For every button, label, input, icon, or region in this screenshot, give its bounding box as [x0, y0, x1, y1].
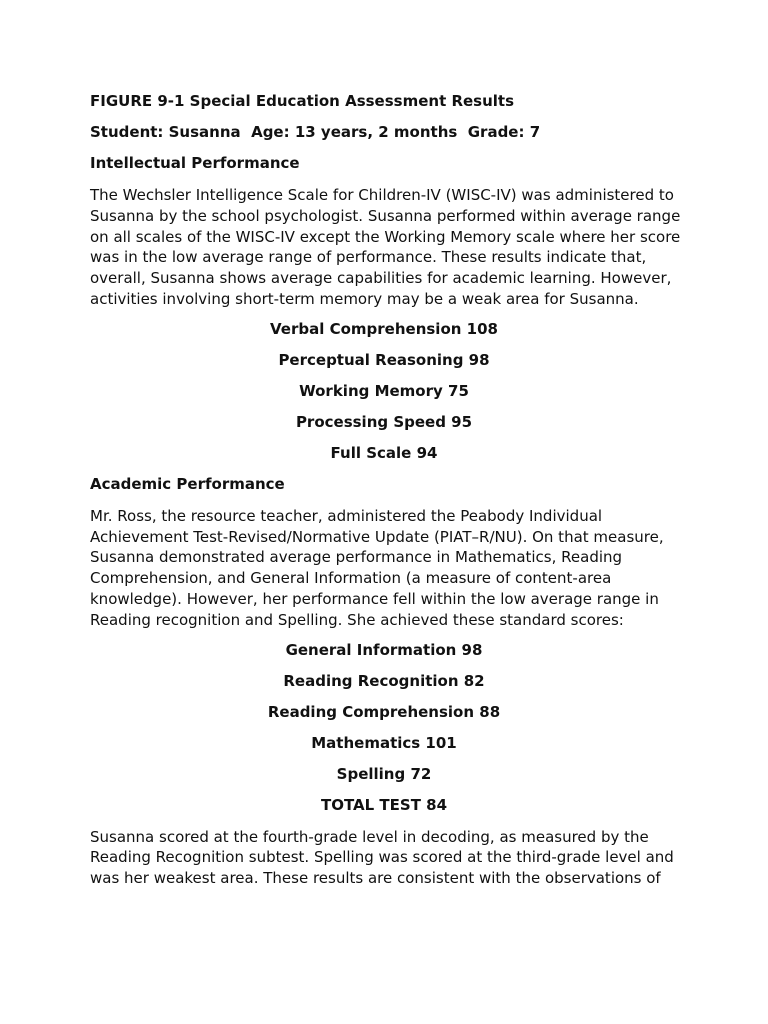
- score-verbal-comprehension: Verbal Comprehension 108: [270, 319, 498, 338]
- score-spelling: Spelling 72: [336, 764, 432, 783]
- academic-score-list: [90, 641, 690, 814]
- score-mathematics: Mathematics 101: [311, 733, 457, 752]
- document-page: [90, 92, 690, 899]
- score-perceptual-reasoning: Perceptual Reasoning 98: [278, 350, 490, 369]
- score-full-scale: Full Scale 94: [330, 443, 438, 462]
- score-reading-comprehension: Reading Comprehension 88: [267, 702, 501, 721]
- intellectual-paragraph: The Wechsler Intelligence Scale for Children-IV (WISC-IV) was administered to Susanna by the school psychologist. Susanna performed within average range on all scales of the WISC-IV except the Working Memory scale where her score was in the low average range of performance. These results indicate that, overall, Susanna shows average capabilities for academic learning. However, activities involving short-term memory may be a weak area for Susanna.: [90, 186, 681, 308]
- score-processing-speed: Processing Speed 95: [295, 412, 473, 431]
- score-reading-recognition: Reading Recognition 82: [283, 671, 485, 690]
- student-info: Student: Susanna Age: 13 years, 2 months Grade: 7: [90, 123, 541, 141]
- figure-title: FIGURE 9-1 Special Education Assessment Results: [90, 92, 515, 110]
- score-total-test: TOTAL TEST 84: [320, 795, 448, 814]
- closing-paragraph: Susanna scored at the fourth-grade level in decoding, as measured by the Reading Recognition subtest. Spelling was scored at the third-grade level and was her weakest area. These results are consistent with the observations of: [90, 827, 674, 888]
- intellectual-heading: Intellectual Performance: [90, 154, 300, 172]
- academic-paragraph: Mr. Ross, the resource teacher, administered the Peabody Individual Achievement Test-Revised/Normative Update (PIAT–R/NU). On that measure, Susanna demonstrated average performance in Mathematics, Reading Comprehension, and General Information (a measure of content-area knowledge). However, her performance fell within the low average range in Reading recognition and Spelling. She achieved these standard scores:: [90, 506, 664, 629]
- score-general-information: General Information 98: [285, 640, 483, 659]
- score-working-memory: Working Memory 75: [299, 381, 469, 400]
- academic-heading: Academic Performance: [90, 474, 285, 493]
- intellectual-score-list: [90, 320, 690, 462]
